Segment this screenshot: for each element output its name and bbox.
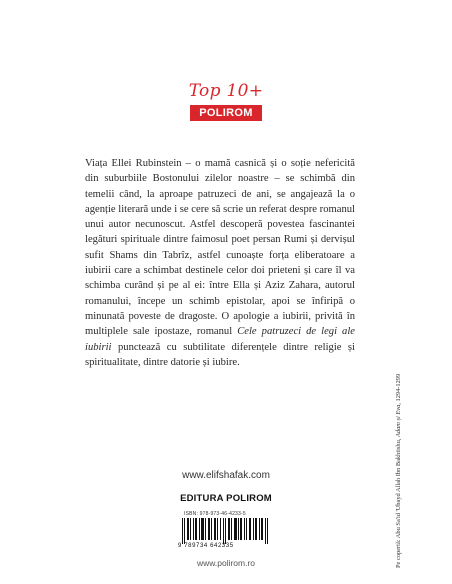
back-cover-blurb	[85, 156, 355, 370]
cover-credit-suffix: , 1294-1299	[395, 373, 402, 405]
blurb-text-1: Viața Ellei Rubinstein – o mamă casnică și o soție nefericită din suburbiile Bostonului zilelor noastre – se schimbă din temelii când, la aproape patruzeci de ani, se angajează la o agenție literară unde i se cere să scrie un referat despre romanul unui autor necunoscut.	[85, 158, 355, 231]
barcode-digits: 9 789734 642335	[178, 543, 234, 549]
publisher-website: www.polirom.ro	[196, 558, 256, 568]
barcode-block	[176, 511, 276, 549]
publisher-badge: POLIROM	[190, 105, 261, 121]
publisher-name: EDITURA POLIROM	[180, 493, 272, 504]
cover-credit-work: Adam și Eva	[395, 404, 402, 437]
author-website: www.elifshafak.com	[182, 470, 270, 481]
cover-credit-prefix: Pe copertă: Abu Sa'id 'Ubayd Allah Ibn Bakhtishu,	[395, 438, 402, 568]
cover-credit	[395, 374, 402, 568]
series-logo	[0, 82, 452, 121]
isbn: ISBN: 978-973-46-4233-5	[184, 511, 246, 517]
blurb-text-2b: punctează cu subtilitate diferențele dintre religie și spiritualitate, dintre datorie și iubire.	[85, 341, 355, 368]
blurb-text-2a: Astfel descoperă povestea fascinantei legături spirituale dintre faimosul poet persan Rumi și dervișul sufit Shams din Tabrîz, astfel cunoaște forța eliberatoare a iubirii care a schimbat destinele celor doi prieteni și care îl va schimba curând și pe al ei: între Ella și Aziz Zahara, autorul romanului, începe un schimb epistolar, apoi se înfiripă o minunată poveste de dragoste. O apologie a iubirii, privită în multiplele sale ipostaze, romanul	[85, 219, 355, 338]
barcode-icon	[176, 518, 276, 544]
blurb-paragraph-1	[85, 156, 355, 370]
book-title-inline: Cele patruzeci de legi ale iubirii	[85, 326, 356, 353]
series-logo-text: Top 10+	[188, 81, 264, 101]
